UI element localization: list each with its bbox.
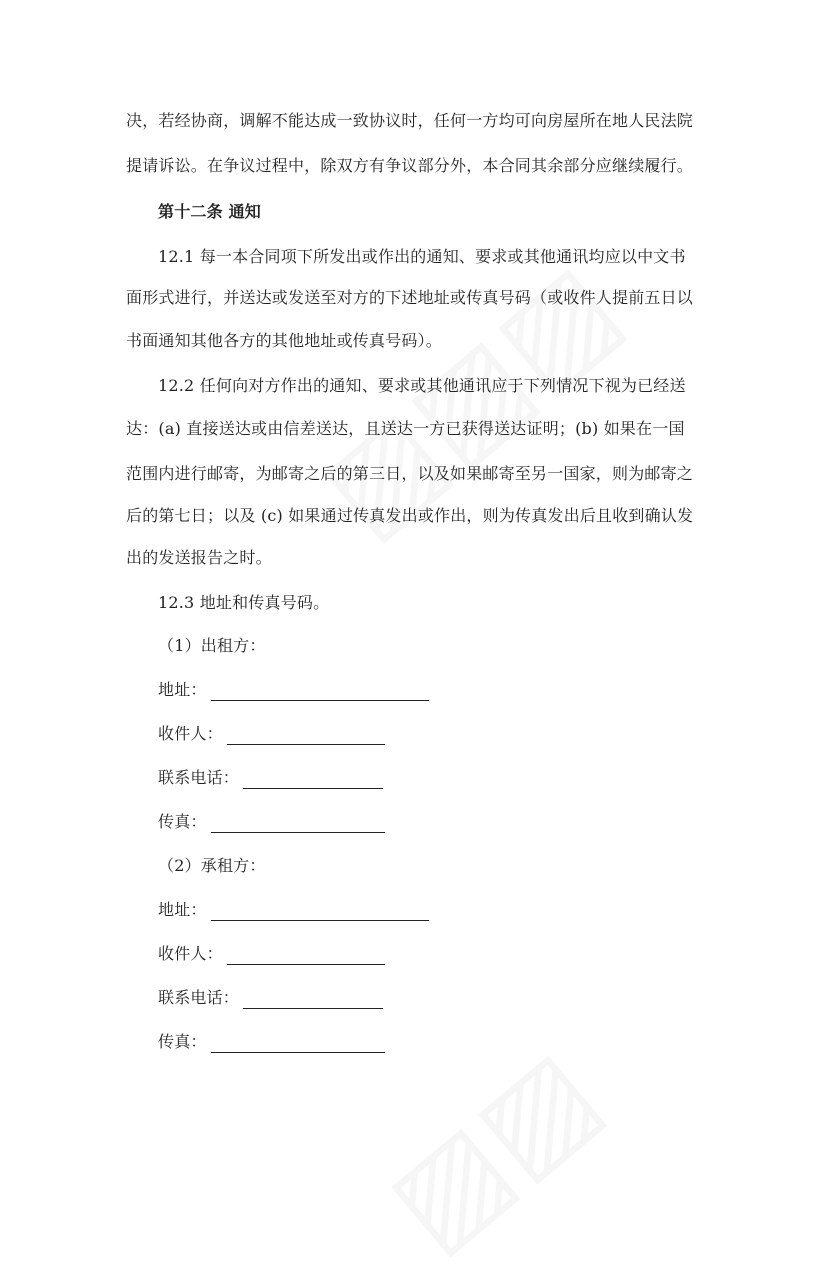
lessee-recipient-row [158, 943, 385, 965]
lessor-recipient-row [158, 723, 385, 745]
lessor-recipient-label: 收件人： [158, 724, 223, 743]
lessee-recipient-field[interactable] [227, 946, 385, 965]
paragraph-line: 决，若经协商，调解不能达成一致协议时，任何一方均可向房屋所在地人民法院 [126, 111, 694, 130]
paragraph-line: 出的发送报告之时。 [126, 548, 272, 567]
lessor-fax-field[interactable] [211, 814, 385, 833]
paragraph-line: 提请诉讼。在争议过程中，除双方有争议部分外，本合同其余部分应继续履行。 [126, 156, 694, 175]
lessee-recipient-label: 收件人： [158, 944, 223, 963]
lessor-address-field[interactable] [211, 682, 429, 701]
paragraph-line: 范围内进行邮寄，为邮寄之后的第三日，以及如果邮寄至另一国家，则为邮寄之 [126, 464, 694, 483]
paragraph-line: 12.2 任何向对方作出的通知、要求或其他通讯应于下列情况下视为已经送 [158, 376, 686, 395]
lessee-phone-row [158, 987, 383, 1009]
lessor-phone-row [158, 767, 383, 789]
lessor-fax-label: 传真： [158, 812, 207, 831]
lessee-fax-row [158, 1031, 385, 1053]
paragraph-line: 12.1 每一本合同项下所发出或作出的通知、要求或其他通讯均应以中文书 [158, 247, 686, 266]
lessor-fax-row [158, 811, 385, 833]
lessor-phone-field[interactable] [243, 770, 383, 789]
lessor-recipient-field[interactable] [227, 726, 385, 745]
lessee-address-row [158, 899, 429, 921]
article-heading: 第十二条 通知 [158, 202, 261, 221]
lessee-fax-label: 传真： [158, 1032, 207, 1051]
lessee-fax-field[interactable] [211, 1034, 385, 1053]
paragraph-line: 达：(a) 直接送达或由信差送达，且送达一方已获得送达证明；(b) 如果在一国 [126, 419, 685, 438]
lessee-section-label: （2）承租方： [158, 856, 266, 875]
lessee-phone-label: 联系电话： [158, 988, 240, 1007]
paragraph-line: 后的第七日；以及 (c) 如果通过传真发出或作出，则为传真发出后且收到确认发 [126, 506, 694, 525]
paragraph-line: 12.3 地址和传真号码。 [158, 593, 330, 612]
lessor-phone-label: 联系电话： [158, 768, 240, 787]
lessor-address-label: 地址： [158, 680, 207, 699]
lessee-phone-field[interactable] [243, 990, 383, 1009]
lessor-address-row [158, 679, 429, 701]
lessor-section-label: （1）出租方： [158, 636, 266, 655]
lessee-address-field[interactable] [211, 902, 429, 921]
lessee-address-label: 地址： [158, 900, 207, 919]
paragraph-line: 书面通知其他各方的其他地址或传真号码）。 [126, 331, 443, 350]
paragraph-line: 面形式进行，并送达或发送至对方的下述地址或传真号码（或收件人提前五日以 [126, 288, 694, 307]
watermark [362, 1023, 625, 1275]
